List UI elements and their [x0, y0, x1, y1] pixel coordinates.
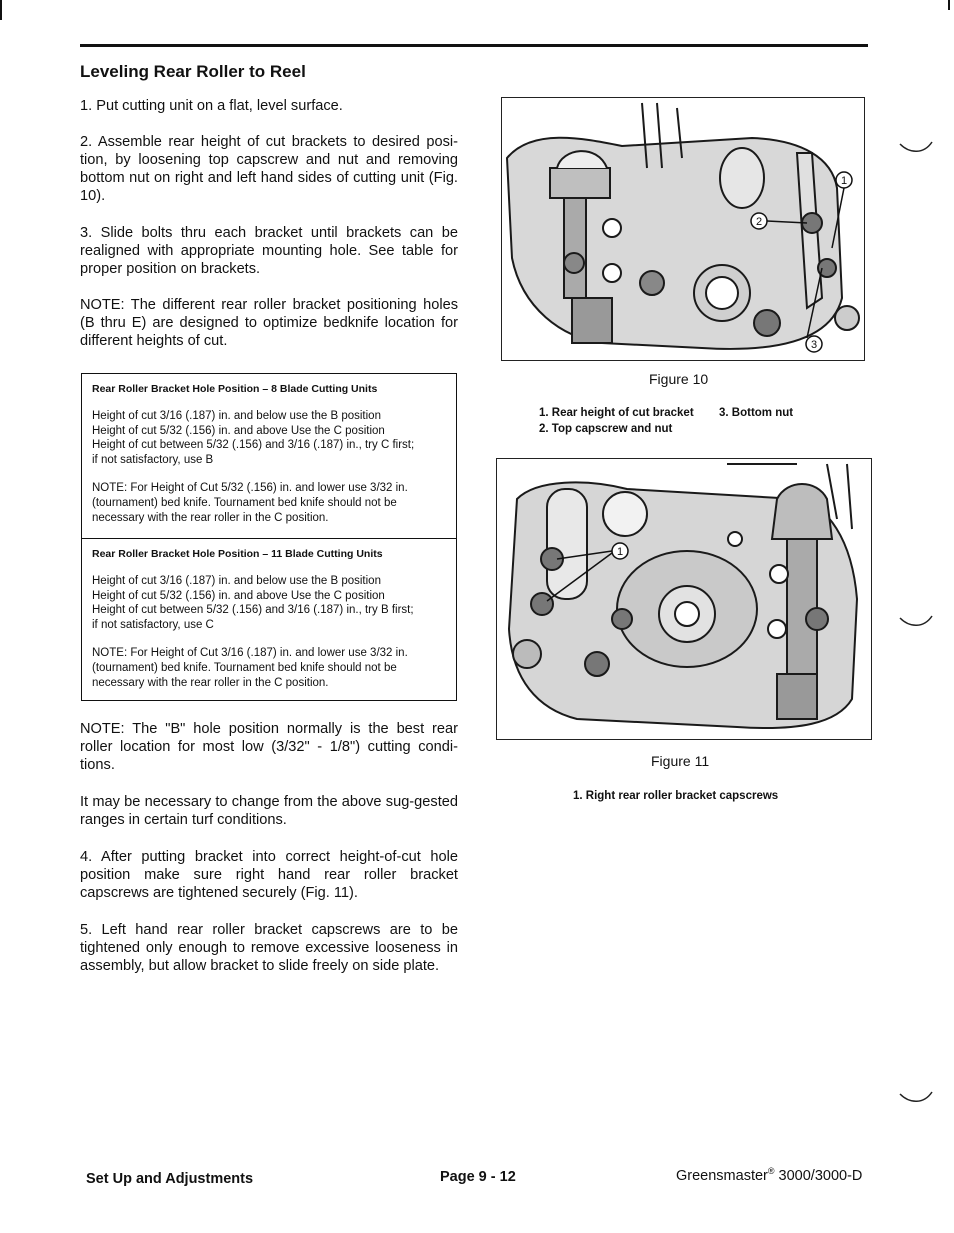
- binding-mark: [898, 1090, 934, 1104]
- table-heading: Rear Roller Bracket Hole Position – 8 Blade Cutting Units: [92, 383, 378, 395]
- figure-11-callout-1: 1: [616, 546, 624, 558]
- figure-11-legend-1: 1. Right rear roller bracket capscrews: [573, 790, 779, 802]
- footer-section-name: Set Up and Adjustments: [86, 1171, 254, 1187]
- table-note: NOTE: For Height of Cut 5/32 (.156) in. and lower use 3/32 in. (tournament) bed knife. Tournament bed knife should not be necessary with the rear roller in the C position.: [92, 482, 408, 524]
- table-note: NOTE: For Height of Cut 3/16 (.187) in. and lower use 3/32 in. (tournament) bed knife. Tournament bed knife should not be necessary with the rear roller in the C position.: [92, 647, 408, 689]
- table-line: Height of cut 3/16 (.187) in. and below use the B position: [92, 410, 381, 422]
- step-4: 4. After putting bracket into correct height-of-cut hole position make sure right hand rear roller bracket capscrews are tightened securely (Fig. 11).: [80, 849, 458, 901]
- table-line: if not satisfactory, use B: [92, 453, 214, 466]
- binding-mark: [898, 614, 934, 628]
- step-2: 2. Assemble rear height of cut brackets to desired posi-tion, by loosening top capscrew and nut and removing bottom nut on right and left hand sides of cutting unit (Fig. 10).: [80, 134, 458, 204]
- section-title: Leveling Rear Roller to Reel: [80, 62, 306, 81]
- note-bracket-holes: NOTE: The different rear roller bracket positioning holes (B thru E) are designed to optimize bedknife location for different heights of cut.: [80, 297, 458, 349]
- registered-mark: ®: [767, 1166, 775, 1176]
- table-section-8-blade: [82, 374, 456, 525]
- binding-mark: [898, 140, 934, 154]
- figure-10-legend-2: 2. Top capscrew and nut: [539, 423, 673, 435]
- table-section-11-blade: [82, 538, 456, 690]
- header-rule: [80, 44, 868, 47]
- footer-page-number: Page 9 - 12: [440, 1169, 516, 1185]
- figure-11-image: [496, 458, 872, 740]
- turf-conditions-text: It may be necessary to change from the above sug-gested ranges in certain turf conditions.: [80, 794, 458, 828]
- step-5: 5. Left hand rear roller bracket capscrews are to be tightened only enough to remove excessive looseness in assembly, but allow bracket to slide freely on side plate.: [80, 922, 458, 974]
- table-line: Height of cut between 5/32 (.156) and 3/16 (.187) in., try B first;: [92, 604, 414, 617]
- footer-product-model: 3000/3000-D: [774, 1167, 863, 1184]
- step-1: 1. Put cutting unit on a flat, level surface.: [80, 98, 343, 114]
- footer-product-name: Greensmaster: [676, 1167, 768, 1184]
- table-line: Height of cut between 5/32 (.156) and 3/16 (.187) in., try C first;: [92, 439, 415, 452]
- page-edge-mark: [948, 0, 950, 10]
- hole-position-table: [81, 373, 457, 701]
- figure-10-drawing: [502, 98, 863, 359]
- page-edge-mark: [0, 0, 2, 20]
- table-line: Height of cut 5/32 (.156) in. and above Use the C position: [92, 589, 385, 602]
- table-heading: Rear Roller Bracket Hole Position – 11 Blade Cutting Units: [92, 548, 383, 560]
- figure-10-callout-1: 1: [840, 175, 848, 187]
- figure-10-image: [501, 97, 865, 361]
- table-line: if not satisfactory, use C: [92, 618, 214, 631]
- table-line: Height of cut 5/32 (.156) in. and above Use the C position: [92, 424, 385, 437]
- step-3: 3. Slide bolts thru each bracket until brackets can be realigned with appropriate mounting hole. See table for proper position on brackets.: [80, 225, 458, 277]
- figure-10-callout-2: 2: [755, 216, 763, 228]
- figure-11-drawing: [497, 459, 870, 738]
- figure-10-caption: Figure 10: [649, 371, 709, 387]
- figure-10-legend-3: 3. Bottom nut: [719, 407, 794, 419]
- figure-11-caption: Figure 11: [651, 753, 710, 769]
- table-line: Height of cut 3/16 (.187) in. and below use the B position: [92, 575, 381, 587]
- figure-10-legend-1: 1. Rear height of cut bracket: [539, 407, 694, 419]
- note-b-position: NOTE: The "B" hole position normally is the best rear roller location for most low (3/32" - 1/8") cutting condi-tions.: [80, 721, 458, 773]
- figure-10-callout-3: 3: [810, 339, 818, 351]
- footer-product: [676, 1166, 862, 1184]
